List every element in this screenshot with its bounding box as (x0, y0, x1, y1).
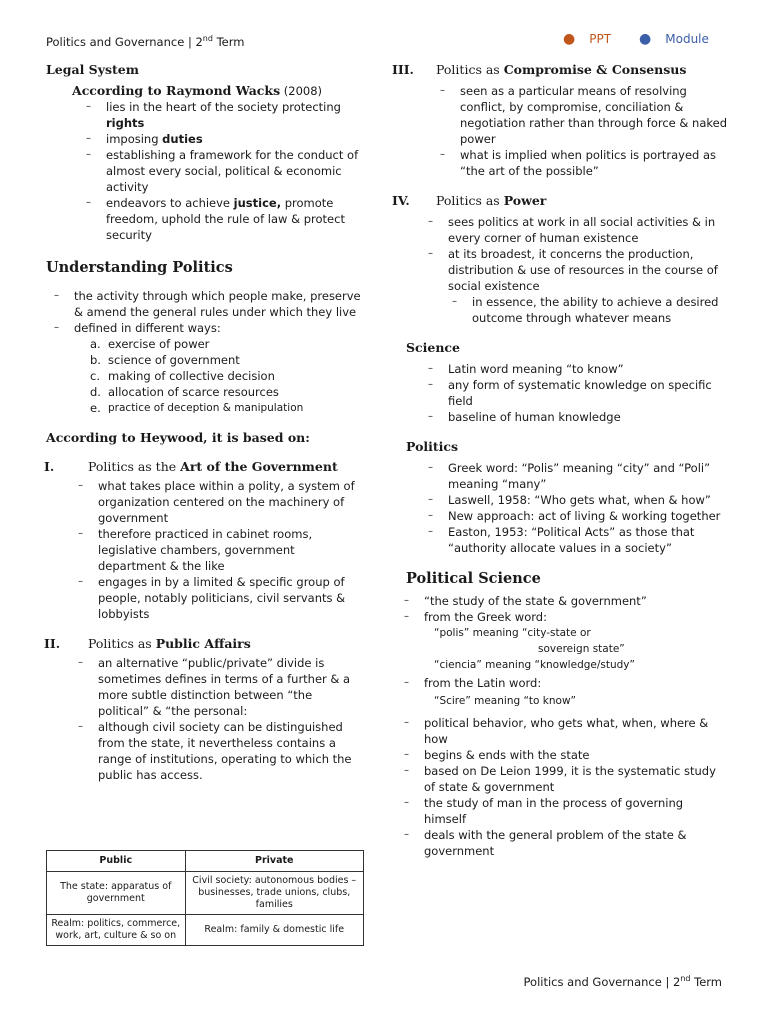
title-pre: Politics as the (88, 459, 181, 474)
title-bold: Public Affairs (155, 636, 251, 651)
politics-list (422, 460, 728, 556)
list-item: – baseline of human knowledge (422, 409, 728, 425)
item-text: imposing (106, 132, 163, 146)
item-bold: duties (162, 132, 203, 146)
heywood-heading: According to Heywood, it is based on: (46, 430, 310, 445)
item-text: science of government (108, 353, 240, 367)
section-title (88, 636, 251, 651)
header-sup: nd (202, 34, 213, 43)
item-letter: d. (90, 385, 101, 399)
item-letter: e. (90, 401, 101, 415)
wacks-subheading (72, 83, 364, 98)
polsci-list (398, 593, 728, 625)
wacks-name: According to Raymond Wacks (72, 83, 281, 98)
page-footer (524, 974, 722, 989)
table-cell: Civil society: autonomous bodies – businesses, trade unions, clubs, families (185, 872, 364, 915)
table-header: Public (47, 851, 186, 872)
item-text: practice of deception & manipulation (108, 402, 304, 414)
left-column (44, 62, 364, 783)
legend-module-label: Module (665, 32, 709, 46)
table-cell: The state: apparatus of government (47, 872, 186, 915)
list-item: – sees politics at work in all social activities & in every corner of human existence (422, 214, 728, 246)
list-item: – seen as a particular means of resolving conflict, by compromise, conciliation & negotiation rather than through force & naked power (434, 83, 728, 147)
politics-heading: Politics (406, 439, 459, 454)
list-item: – therefore practiced in cabinet rooms, legislative chambers, government department & the like (72, 526, 364, 574)
list-item: – Greek word: “Polis” meaning “city” and “Poli” meaning “many” (422, 460, 728, 492)
section-1-heading (44, 459, 364, 474)
list-item: – the study of man in the process of governing himself (398, 795, 728, 827)
section-2-list (72, 655, 364, 783)
list-item: – defined in different ways: (48, 320, 364, 336)
list-item: – “the study of the state & government” (398, 593, 728, 609)
table-header-row (47, 851, 364, 872)
legal-system-heading: Legal System (46, 62, 139, 77)
section-1-list (72, 478, 364, 622)
polis-note: “polis” meaning “city-state or (434, 627, 591, 639)
title-bold: Power (503, 193, 547, 208)
political-science-heading: Political Science (406, 570, 541, 587)
section-4-list (422, 214, 728, 294)
item-letter: c. (90, 369, 100, 383)
list-item: – Latin word meaning “to know” (422, 361, 728, 377)
bullet-dot-icon: ● (563, 31, 576, 47)
section-2-heading (44, 636, 364, 651)
item-letter: b. (90, 353, 101, 367)
understanding-list (48, 288, 364, 336)
roman-numeral: II. (44, 636, 61, 651)
scire-note: “Scire” meaning “to know” (434, 695, 576, 707)
legend-ppt-label: PPT (589, 32, 612, 46)
footer-text: Politics and Governance | 2 (523, 974, 681, 989)
item-text: allocation of scarce resources (108, 385, 279, 399)
ciencia-note: “ciencia” meaning “knowledge/study” (434, 659, 635, 671)
list-item: – begins & ends with the state (398, 747, 728, 763)
list-item (44, 352, 364, 368)
table-row (47, 872, 364, 915)
roman-numeral: III. (392, 62, 414, 77)
list-item (44, 384, 364, 400)
title-pre: Politics as (436, 193, 504, 208)
header-text: Politics and Governance | 2 (46, 34, 203, 49)
list-item: – although civil society can be distinguished from the state, it nevertheless contains a range of institutions, operating to which the public has access. (72, 719, 364, 783)
table-cell: Realm: politics, commerce, work, art, culture & so on (47, 915, 186, 946)
list-item: – in essence, the ability to achieve a desired outcome through whatever means (446, 294, 728, 326)
list-item: – from the Greek word: (398, 609, 728, 625)
list-item (80, 99, 364, 131)
item-text: making of collective decision (108, 369, 275, 383)
list-item (80, 131, 364, 147)
list-item: – political behavior, who gets what, when, where & how (398, 715, 728, 747)
page-header (46, 34, 244, 49)
section-4-sublist (446, 294, 728, 326)
footer-tail: Term (690, 974, 722, 989)
list-item: – Laswell, 1958: “Who gets what, when & how” (422, 492, 728, 508)
polsci-list-2 (398, 675, 728, 691)
section-title (436, 62, 686, 77)
polis-note-cont: sovereign state” (538, 643, 625, 655)
item-text: establishing a framework for the conduct of almost every social, political & economic activity (106, 148, 359, 194)
list-item: – at its broadest, it concerns the production, distribution & use of resources in the course of social existence (422, 246, 728, 294)
list-item (80, 147, 364, 195)
title-bold: Compromise & Consensus (503, 62, 687, 77)
legend (563, 31, 709, 47)
science-heading: Science (406, 340, 460, 355)
legend-ppt (563, 31, 611, 47)
roman-numeral: IV. (392, 193, 410, 208)
science-list (422, 361, 728, 425)
list-item: – engages in by a limited & specific group of people, notably politicians, civil servants & lobbyists (72, 574, 364, 622)
list-item: – any form of systematic knowledge on specific field (422, 377, 728, 409)
title-pre: Politics as (436, 62, 504, 77)
polsci-list-3 (398, 715, 728, 859)
list-item (44, 336, 364, 352)
item-text: promote freedom, uphold the rule of law & protect security (106, 196, 345, 242)
list-item: – New approach: act of living & working together (422, 508, 728, 524)
section-title (436, 193, 546, 208)
list-item: – based on De Leion 1999, it is the systematic study of state & government (398, 763, 728, 795)
legal-list (80, 99, 364, 243)
table-cell: Realm: family & domestic life (185, 915, 364, 946)
list-item: – from the Latin word: (398, 675, 728, 691)
bullet-dot-icon: ● (639, 31, 652, 47)
item-text: endeavors to achieve (106, 196, 234, 210)
list-item: – an alternative “public/private” divide is sometimes defines in terms of a further & a more subtle distinction between “the political” & “the personal: (72, 655, 364, 719)
item-text: exercise of power (108, 337, 210, 351)
list-item (44, 400, 364, 416)
item-text: lies in the heart of the society protecting (106, 100, 341, 114)
list-item: – what takes place within a polity, a system of organization centered on the machinery of government (72, 478, 364, 526)
understanding-heading: Understanding Politics (46, 259, 233, 276)
table-row (47, 915, 364, 946)
section-title (88, 459, 338, 474)
right-column (392, 62, 728, 859)
item-bold: rights (106, 116, 145, 130)
header-tail: Term (212, 34, 245, 49)
list-item: – the activity through which people make, preserve & amend the general rules under which they live (48, 288, 364, 320)
section-3-list (434, 83, 728, 179)
list-item: – deals with the general problem of the state & government (398, 827, 728, 859)
item-letter: a. (90, 337, 101, 351)
ways-list (44, 336, 364, 416)
roman-numeral: I. (44, 459, 55, 474)
footer-sup: nd (680, 974, 691, 983)
list-item: – Easton, 1953: “Political Acts” as those that “authority allocate values in a society” (422, 524, 728, 556)
title-bold: Art of the Government (180, 459, 338, 474)
public-private-table (46, 850, 364, 946)
table-header: Private (185, 851, 364, 872)
item-bold: justice, (233, 196, 282, 210)
section-3-heading (392, 62, 728, 77)
list-item (80, 195, 364, 243)
section-4-heading (392, 193, 728, 208)
list-item (44, 368, 364, 384)
wacks-year: (2008) (280, 84, 323, 98)
list-item: – what is implied when politics is portrayed as “the art of the possible” (434, 147, 728, 179)
legend-module (639, 31, 709, 47)
title-pre: Politics as (88, 636, 156, 651)
